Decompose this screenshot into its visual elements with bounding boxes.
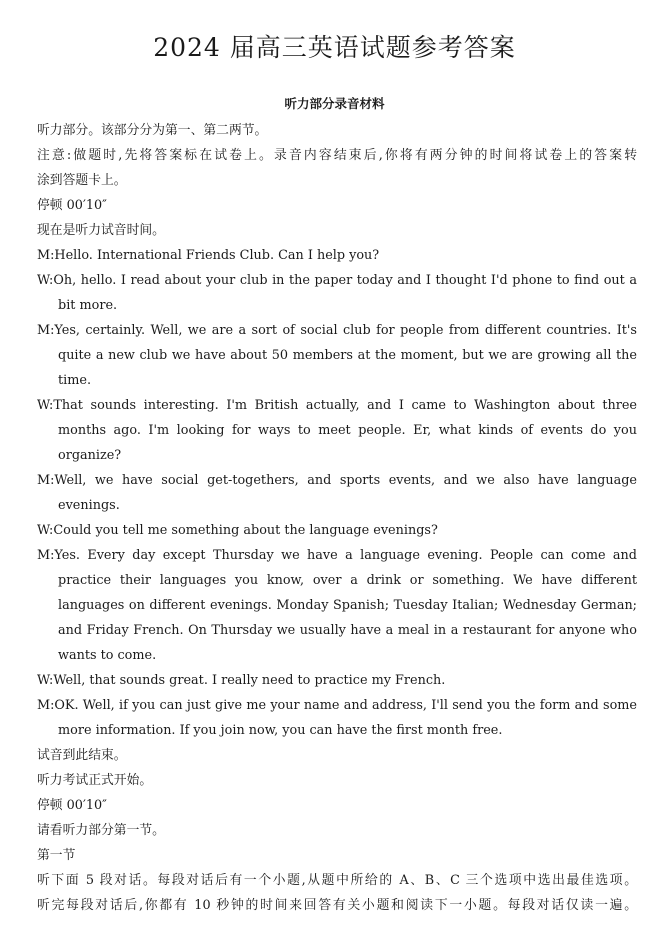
- dialogue-line: M:OK. Well, if you can just give me your name and address, I'll send you the form and some more information. If you join now, you can have the first month free.: [37, 698, 637, 738]
- dialogue-line: M:Hello. International Friends Club. Can I help you?: [37, 248, 380, 263]
- dialogue-line: W:That sounds interesting. I'm British actually, and I came to Washington about three months ago. I'm looking for ways to meet people. Er, what kinds of events do you organize?: [37, 398, 637, 463]
- paragraph-line: 听力部分。该部分分为第一、第二两节。: [37, 123, 268, 138]
- dialogue-line: M:Yes, certainly. Well, we are a sort of social club for people from different countries. It's quite a new club we have about 50 members at the moment, but we are growing all the time.: [37, 323, 637, 388]
- paragraph-line: 请看听力部分第一节。: [37, 823, 165, 838]
- paragraph-line: 试音到此结束。: [37, 748, 127, 763]
- section-label: 第一节: [37, 848, 76, 863]
- paragraph-line: 听完每段对话后,你都有 10 秒钟的时间来回答有关小题和阅读下一小题。每段对话仅读一遍。: [37, 898, 637, 913]
- paragraph-line: 听力考试正式开始。: [37, 773, 153, 788]
- section-heading: 听力部分录音材料: [284, 96, 385, 111]
- document-title: 2024 届高三英语试题参考答案: [153, 33, 516, 62]
- dialogue-line: W:Could you tell me something about the language evenings?: [37, 523, 438, 538]
- dialogue-line: W:Oh, hello. I read about your club in the paper today and I thought I'd phone to find out a bit more.: [37, 273, 637, 313]
- document-body: [37, 118, 637, 918]
- dialogue-line: W:Well, that sounds great. I really need to practice my French.: [37, 673, 446, 688]
- pause-marker: 停顿 00′10″: [37, 798, 107, 813]
- dialogue-line: M:Yes. Every day except Thursday we have a language evening. People can come and practice their languages you know, over a drink or something. We have different languages on different evenings. Monday Spanish; Tuesday Italian; Wednesday German; and Friday French. On Thursday we usually have a meal in a restaurant for anyone who wants to come.: [37, 548, 637, 663]
- paragraph-line: 现在是听力试音时间。: [37, 223, 165, 238]
- pause-marker: 停顿 00′10″: [37, 198, 107, 213]
- paragraph-line: 涂到答题卡上。: [37, 173, 127, 188]
- dialogue-line: M:Well, we have social get-togethers, and sports events, and we also have language evenings.: [37, 473, 637, 513]
- paragraph-line: 注意:做题时,先将答案标在试卷上。录音内容结束后,你将有两分钟的时间将试卷上的答案转: [37, 148, 637, 163]
- paragraph-line: 听下面 5 段对话。每段对话后有一个小题,从题中所给的 A、B、C 三个选项中选出最佳选项。: [37, 873, 637, 888]
